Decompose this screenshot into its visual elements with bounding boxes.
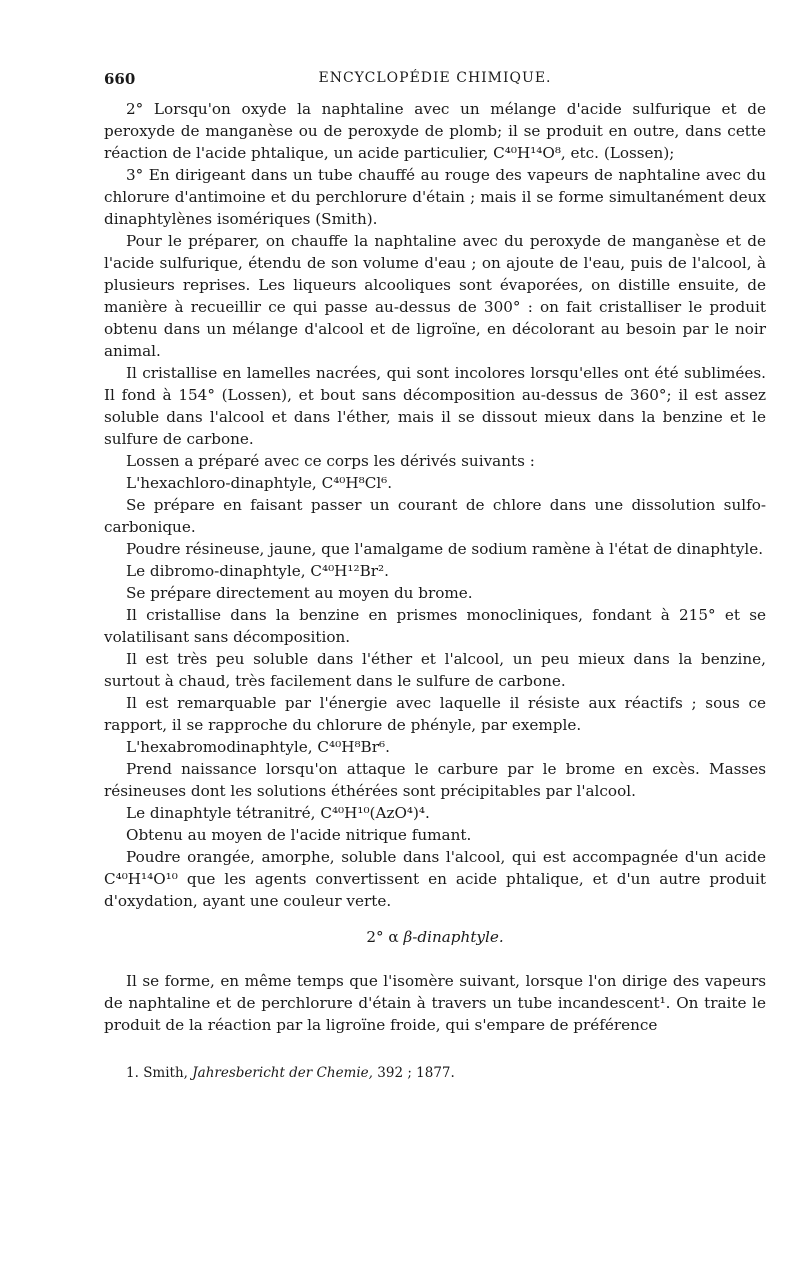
footnote-journal: Jahresbericht der Chemie, [192, 1065, 373, 1081]
paragraph: Se prépare en faisant passer un courant de chlore dans une dissolution sulfo-carbonique. [104, 496, 766, 536]
paragraph: 3° En dirigeant dans un tube chauffé au rouge des vapeurs de naphtaline avec du chlorure d'antimoine et du perchlorure d'étain ; mais il se forme simultanément deux dinaphtylènes isomériques (Smith). [104, 166, 766, 228]
compound-heading: Le dinaphtyle tétranitré, C⁴⁰H¹⁰(AzO⁴)⁴. [126, 804, 430, 822]
body-text [104, 98, 766, 1036]
footnote-marker: 1. [126, 1065, 139, 1081]
paragraph: Lossen a préparé avec ce corps les dérivés suivants : [126, 452, 535, 470]
paragraph: Poudre orangée, amorphe, soluble dans l'alcool, qui est accompagnée d'un acide C⁴⁰H¹⁴O¹⁰ que les agents convertissent en acide phtalique, et d'un autre produit d'oxydation, ayant une couleur verte. [104, 848, 766, 910]
paragraph: 2° Lorsqu'on oxyde la naphtaline avec un mélange d'acide sulfurique et de peroxyde de manganèse ou de peroxyde de plomb; il se produit en outre, dans cette réaction de l'acide phtalique, un acide particulier, C⁴⁰H¹⁴O⁸, etc. (Lossen); [104, 100, 766, 162]
paragraph: Obtenu au moyen de l'acide nitrique fumant. [126, 826, 472, 844]
paragraph: Poudre résineuse, jaune, que l'amalgame de sodium ramène à l'état de dinaphtyle. [126, 540, 764, 558]
paragraph: Se prépare directement au moyen du brome. [126, 584, 473, 602]
compound-heading: L'hexachloro-dinaphtyle, C⁴⁰H⁸Cl⁶. [126, 474, 393, 492]
paragraph: Il se forme, en même temps que l'isomère suivant, lorsque l'on dirige des vapeurs de naphtaline et de perchlorure d'étain à travers un tube incandescent¹. On traite le produit de la réaction par la ligroïne froide, qui s'empare de préférence [104, 972, 766, 1034]
running-title: ENCYCLOPÉDIE CHIMIQUE. [318, 70, 552, 86]
paragraph: Prend naissance lorsqu'on attaque le carbure par le brome en excès. Masses résineuses dont les solutions éthérées sont précipitables par l'alcool. [104, 760, 766, 800]
footnote-author: Smith, [143, 1065, 188, 1081]
paragraph: Il cristallise dans la benzine en prismes monocliniques, fondant à 215° et se volatilisant sans décomposition. [104, 606, 766, 646]
section-heading-prefix: 2° α [366, 928, 399, 946]
page-header [104, 70, 766, 94]
compound-heading: L'hexabromodinaphtyle, C⁴⁰H⁸Br⁶. [126, 738, 390, 756]
footnote [104, 1064, 766, 1082]
footnote-ref: 392 ; 1877. [377, 1065, 455, 1081]
paragraph: Il est remarquable par l'énergie avec laquelle il résiste aux réactifs ; sous ce rapport, il se rapproche du chlorure de phényle, par exemple. [104, 694, 766, 734]
section-heading [104, 926, 766, 948]
page-number: 660 [104, 70, 136, 88]
paragraph: Il cristallise en lamelles nacrées, qui sont incolores lorsqu'elles ont été sublimées. Il fond à 154° (Lossen), et bout sans décomposition au-dessus de 360°; il est assez soluble dans l'alcool et dans l'éther, mais il se dissout mieux dans la benzine et le sulfure de carbone. [104, 364, 766, 448]
paragraph: Pour le préparer, on chauffe la naphtaline avec du peroxyde de manganèse et de l'acide sulfurique, étendu de son volume d'eau ; on ajoute de l'eau, puis de l'alcool, à plusieurs reprises. Les liqueurs alcooliques sont évaporées, on distille ensuite, de manière à recueillir ce qui passe au-dessus de 300° : on fait cristalliser le produit obtenu dans un mélange d'alcool et de ligroïne, en décolorant au besoin par le noir animal. [104, 232, 766, 360]
section-heading-title: β-dinaphtyle. [403, 928, 504, 946]
compound-heading: Le dibromo-dinaphtyle, C⁴⁰H¹²Br². [126, 562, 389, 580]
paragraph: Il est très peu soluble dans l'éther et l'alcool, un peu mieux dans la benzine, surtout à chaud, très facilement dans le sulfure de carbone. [104, 650, 766, 690]
